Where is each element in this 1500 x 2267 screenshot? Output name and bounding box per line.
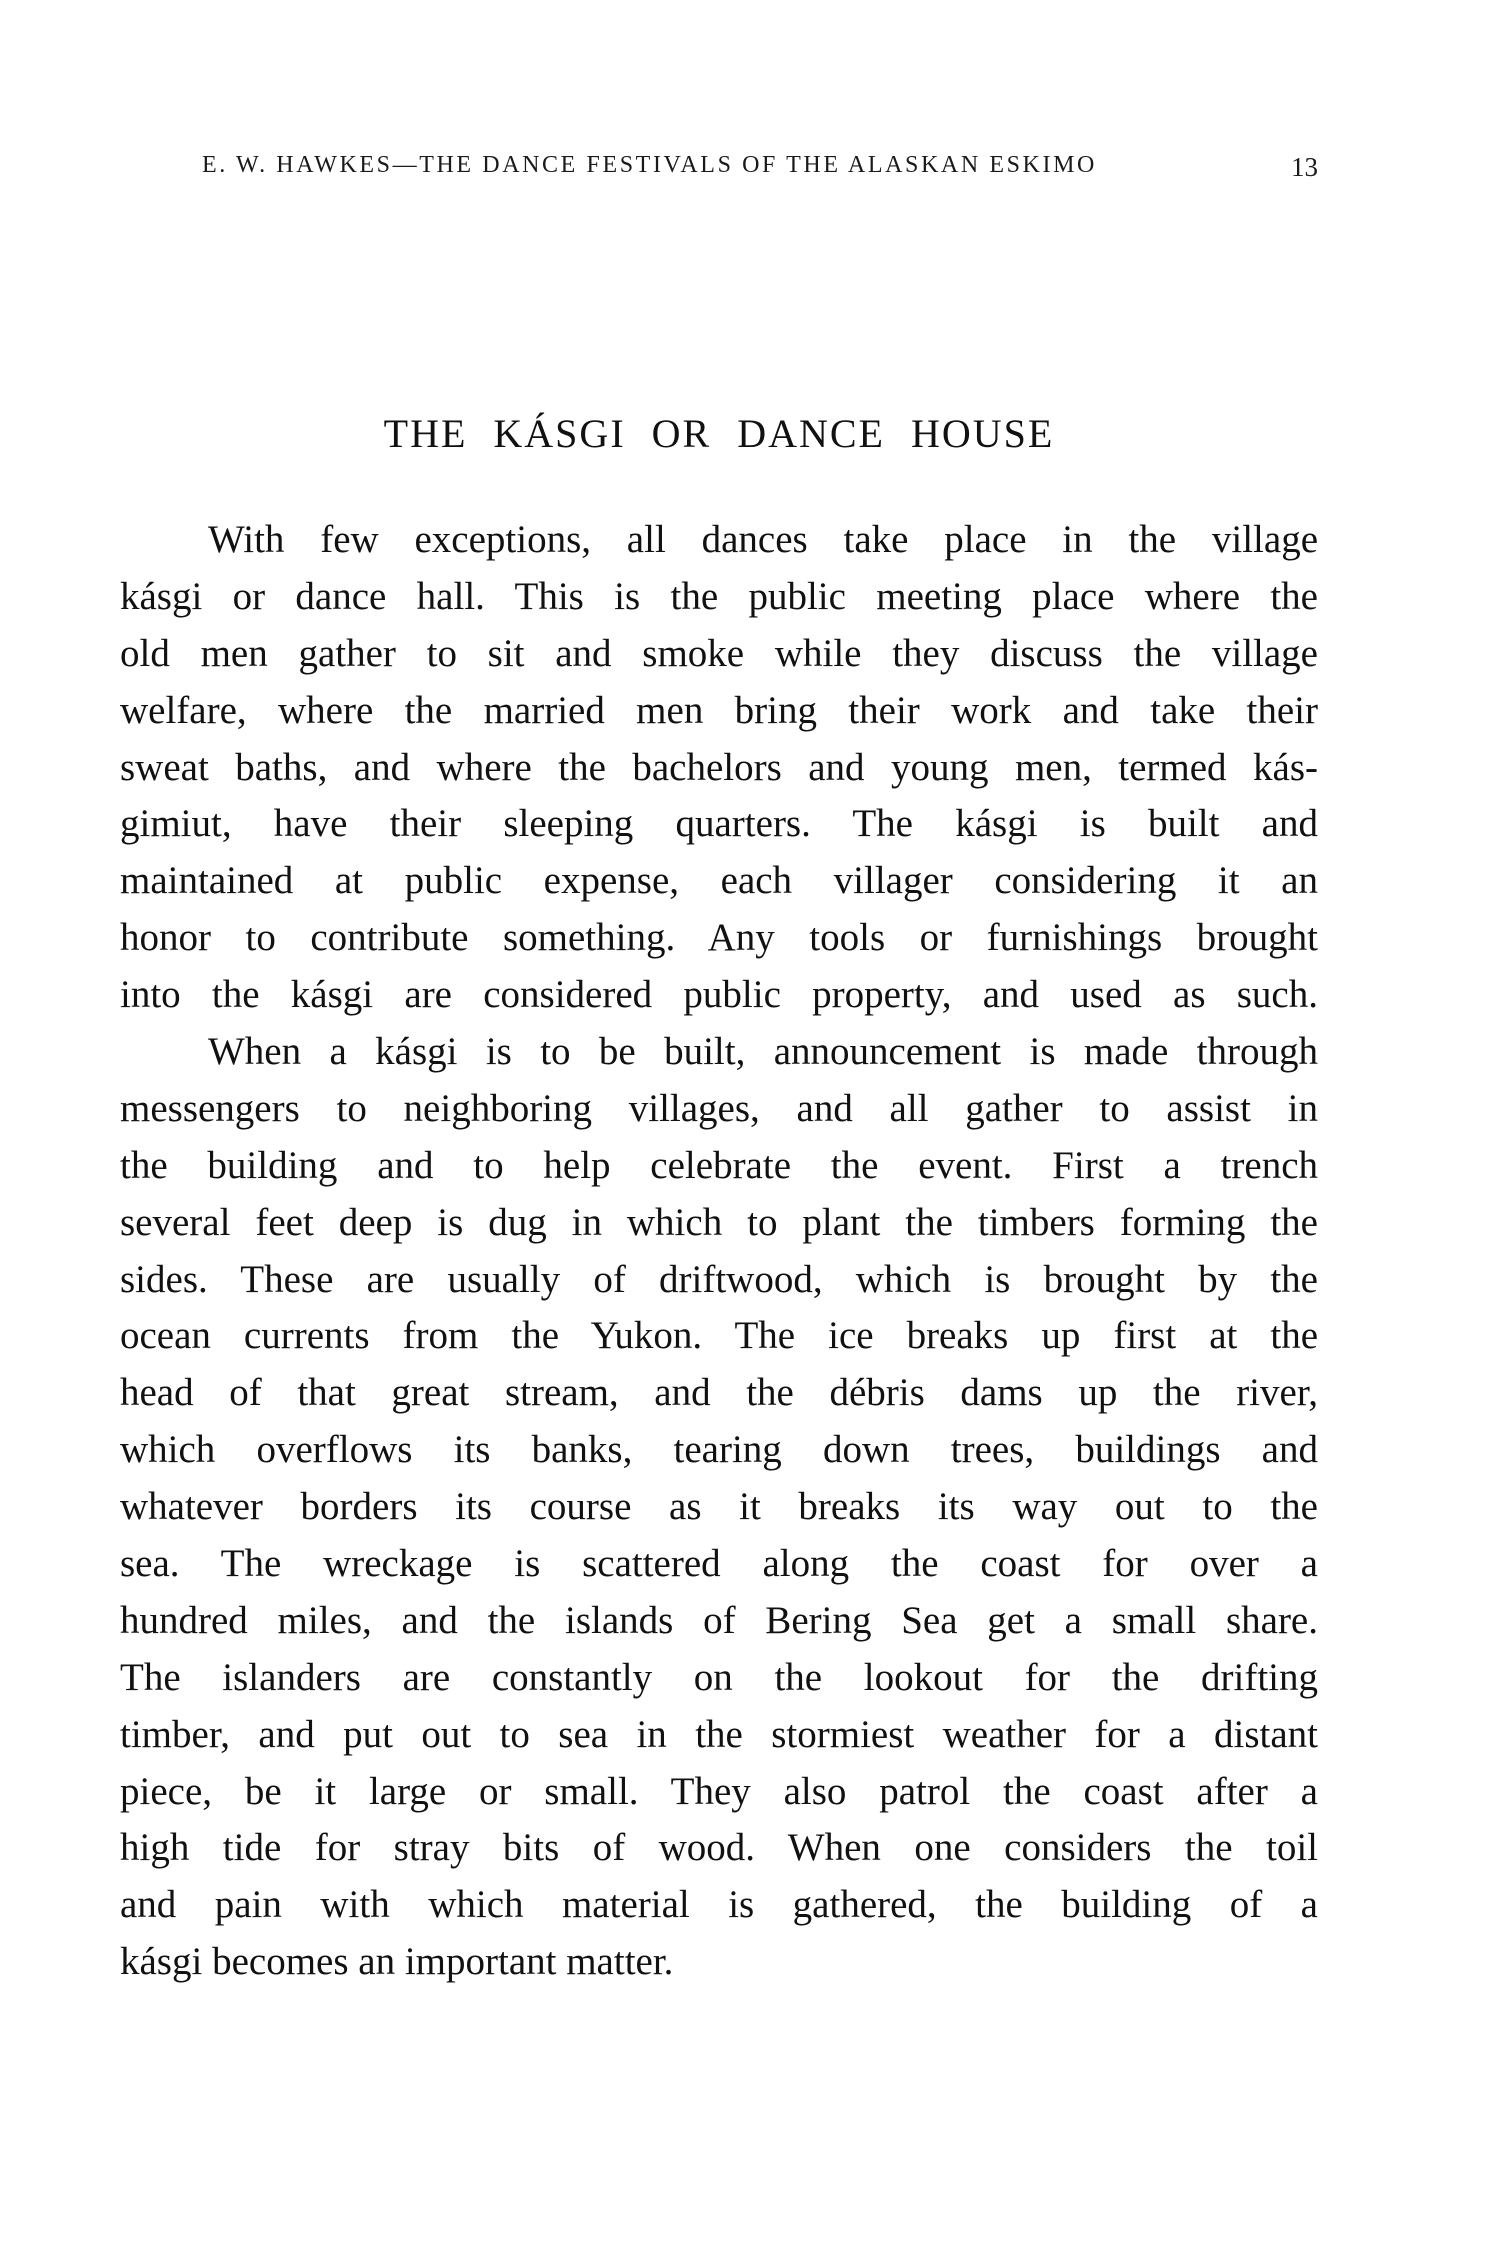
- text-line: hundred miles, and the islands of Bering Sea get a small share.: [120, 1598, 1318, 1642]
- text-line: high tide for stray bits of wood. When one considers the toil: [120, 1826, 1318, 1870]
- paragraph-1: [120, 512, 1318, 1024]
- text-line: sides. These are usually of driftwood, which is brought by the: [120, 1257, 1318, 1301]
- text-line: the building and to help celebrate the event. First a trench: [120, 1143, 1318, 1187]
- text-line: When a kásgi is to be built, announcement is made through: [208, 1030, 1318, 1074]
- paragraph-2: [120, 1024, 1318, 1991]
- text-line: old men gather to sit and smoke while they discuss the village: [120, 631, 1318, 675]
- text-line: maintained at public expense, each villager considering it an: [120, 859, 1318, 903]
- running-header-title: E. W. HAWKES—THE DANCE FESTIVALS OF THE ALASKAN ESKIMO: [202, 152, 1097, 178]
- text-line: messengers to neighboring villages, and all gather to assist in: [120, 1086, 1318, 1130]
- text-line: timber, and put out to sea in the stormiest weather for a distant: [120, 1712, 1318, 1756]
- chapter-title: THE KÁSGI OR DANCE HOUSE: [383, 411, 1055, 456]
- text-line: head of that great stream, and the débris dams up the river,: [120, 1371, 1318, 1415]
- text-line: ocean currents from the Yukon. The ice breaks up first at the: [120, 1314, 1318, 1358]
- text-line: With few exceptions, all dances take place in the village: [208, 518, 1318, 561]
- running-header: [202, 152, 1318, 188]
- text-line: and pain with which material is gathered, the building of a: [120, 1883, 1318, 1927]
- text-line: kásgi or dance hall. This is the public meeting place where the: [120, 574, 1318, 618]
- text-line: several feet deep is dug in which to plant the timbers forming the: [120, 1200, 1318, 1244]
- text-line: welfare, where the married men bring their work and take their: [120, 688, 1318, 732]
- text-line: honor to contribute something. Any tools or furnishings brought: [120, 916, 1318, 960]
- text-line: The islanders are constantly on the lookout for the drifting: [120, 1655, 1318, 1699]
- text-line: whatever borders its course as it breaks its way out to the: [120, 1485, 1318, 1529]
- page-number: 13: [1291, 152, 1318, 182]
- text-line: sea. The wreckage is scattered along the coast for over a: [120, 1542, 1318, 1586]
- text-line: sweat baths, and where the bachelors and young men, termed kás-: [120, 745, 1318, 789]
- text-line: into the kásgi are considered public property, and used as such.: [120, 973, 1318, 1017]
- text-line: gimiut, have their sleeping quarters. The kásgi is built and: [120, 802, 1318, 846]
- text-line: which overflows its banks, tearing down trees, buildings and: [120, 1428, 1318, 1472]
- body-text: [120, 512, 1318, 1991]
- text-line: kásgi becomes an important matter.: [120, 1940, 674, 1984]
- text-line: piece, be it large or small. They also patrol the coast after a: [120, 1769, 1318, 1813]
